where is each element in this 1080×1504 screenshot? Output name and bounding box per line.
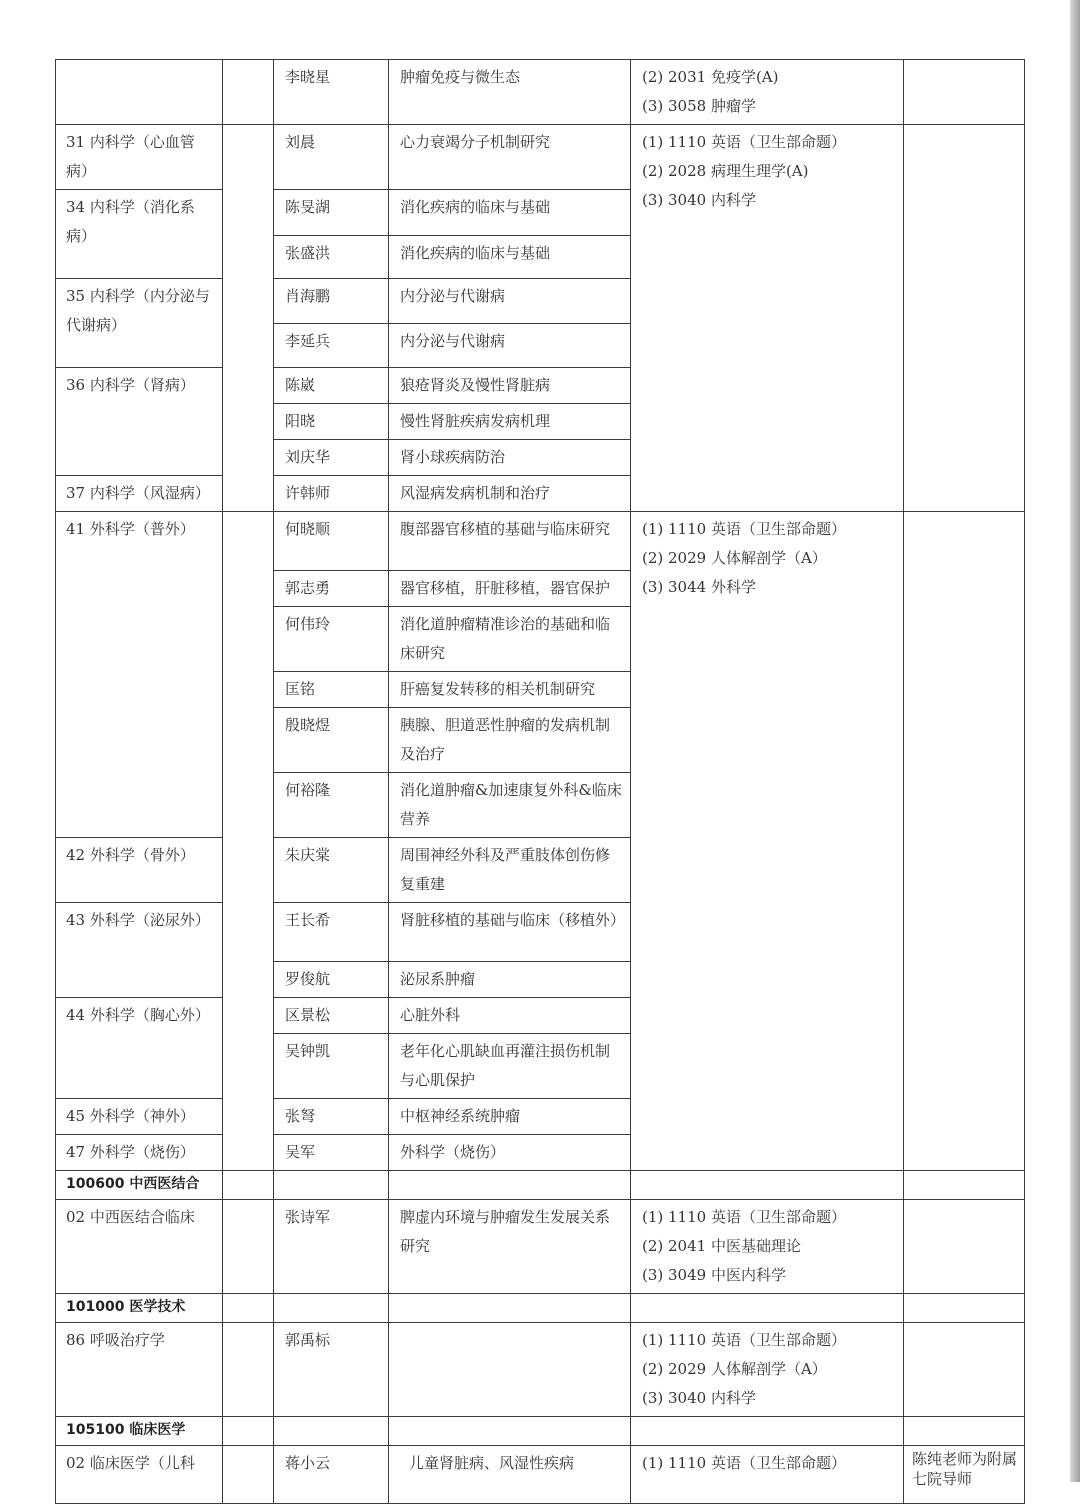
direction-cell: 腹部器官移植的基础与临床研究 [389,512,631,571]
blank-cell [389,1417,631,1446]
section-header-row [56,1417,1025,1446]
direction-cell: 外科学（烧伤） [389,1135,631,1171]
direction-cell: 风湿病发病机制和治疗 [389,476,631,512]
section-header: 105100 临床医学 [56,1417,223,1446]
exam-line: (3) 3044 外科学 [642,578,756,596]
major-cell: 47 外科学（烧伤） [56,1135,223,1171]
direction-cell: 肿瘤免疫与微生态 [389,60,631,125]
direction-cell: 心脏外科 [389,998,631,1034]
note-cell [904,60,1025,125]
blank-cell [274,1171,389,1200]
blank-cell [631,1171,904,1200]
direction-cell: 心力衰竭分子机制研究 [389,125,631,190]
note-cell: 陈纯老师为附属七院导师 [904,1446,1025,1504]
advisor-cell: 郭志勇 [274,571,389,607]
advisor-cell: 刘晨 [274,125,389,190]
direction-cell: 消化疾病的临床与基础 [389,236,631,279]
blank-cell [223,125,274,512]
page-edge-shadow [1070,0,1080,1482]
exam-line: (2) 2029 人体解剖学（A） [642,1360,827,1378]
major-cell: 43 外科学（泌尿外） [56,903,223,998]
blank-cell [223,1171,274,1200]
direction-cell: 肝癌复发转移的相关机制研究 [389,672,631,708]
advisor-cell: 李晓星 [274,60,389,125]
advisor-cell: 何裕隆 [274,773,389,838]
major-cell: 44 外科学（胸心外） [56,998,223,1099]
direction-cell: 周围神经外科及严重肢体创伤修复重建 [389,838,631,903]
major-cell: 42 外科学（骨外） [56,838,223,903]
exam-line: (3) 3040 内科学 [642,1389,756,1407]
table-row [56,1200,1025,1294]
direction-cell: 内分泌与代谢病 [389,279,631,324]
exam-line: (2) 2041 中医基础理论 [642,1237,801,1255]
blank-cell [389,1294,631,1323]
section-header: 101000 医学技术 [56,1294,223,1323]
exam-line: (1) 1110 英语（卫生部命题） [642,1208,846,1226]
exam-cell [631,1200,904,1294]
blank-cell [631,1294,904,1323]
blank-cell [274,1417,389,1446]
blank-cell [631,1417,904,1446]
direction-cell: 消化道肿瘤&加速康复外科&临床营养 [389,773,631,838]
advisor-cell: 张弩 [274,1099,389,1135]
exam-line: (2) 2029 人体解剖学（A） [642,549,827,567]
exam-line: (1) 1110 英语（卫生部命题） [642,1454,846,1472]
exam-line: (2) 2031 免疫学(A) [642,68,779,86]
note-cell [904,1323,1025,1417]
blank-cell [223,1323,274,1417]
blank-cell [223,512,274,1171]
advisor-cell: 吴钟凯 [274,1034,389,1099]
exam-line: (1) 1110 英语（卫生部命题） [642,133,846,151]
exam-line: (3) 3040 内科学 [642,191,756,209]
major-cell: 37 内科学（风湿病） [56,476,223,512]
blank-cell [223,1417,274,1446]
exam-cell [631,1323,904,1417]
direction-cell: 中枢神经系统肿瘤 [389,1099,631,1135]
advisor-cell: 阳晓 [274,404,389,440]
direction-cell: 肾小球疾病防治 [389,440,631,476]
admissions-table [55,59,1025,1504]
advisor-cell: 张诗军 [274,1200,389,1294]
blank-cell [904,1171,1025,1200]
major-cell: 41 外科学（普外） [56,512,223,838]
advisor-cell: 殷晓煜 [274,708,389,773]
advisor-cell: 刘庆华 [274,440,389,476]
direction-cell: 慢性肾脏疾病发病机理 [389,404,631,440]
direction-cell: 泌尿系肿瘤 [389,962,631,998]
blank-cell [223,60,274,125]
major-cell: 45 外科学（神外） [56,1099,223,1135]
major-cell: 31 内科学（心血管病） [56,125,223,190]
blank-cell [389,1171,631,1200]
advisor-cell: 王长希 [274,903,389,962]
major-cell: 35 内科学（内分泌与代谢病） [56,279,223,368]
advisor-cell: 蒋小云 [274,1446,389,1504]
advisor-cell: 匡铭 [274,672,389,708]
section-header-row [56,1294,1025,1323]
exam-cell [631,60,904,125]
blank-cell [274,1294,389,1323]
advisor-cell: 肖海鹏 [274,279,389,324]
advisor-cell: 陈崴 [274,368,389,404]
direction-cell: 狼疮肾炎及慢性肾脏病 [389,368,631,404]
advisor-cell: 朱庆棠 [274,838,389,903]
advisor-cell: 郭禹标 [274,1323,389,1417]
direction-cell: 胰腺、胆道恶性肿瘤的发病机制及治疗 [389,708,631,773]
blank-cell [223,1200,274,1294]
major-cell: 34 内科学（消化系病） [56,190,223,279]
blank-cell [904,1417,1025,1446]
note-cell [904,512,1025,1171]
note-cell [904,125,1025,512]
exam-line: (2) 2028 病理生理学(A) [642,162,809,180]
direction-cell: 器官移植，肝脏移植，器官保护 [389,571,631,607]
advisor-cell: 陈旻湖 [274,190,389,236]
major-cell: 36 内科学（肾病） [56,368,223,476]
exam-line: (3) 3058 肿瘤学 [642,97,756,115]
major-cell: 02 临床医学（儿科 [56,1446,223,1504]
table-row [56,60,1025,125]
direction-cell [389,1323,631,1417]
table-row [56,125,1025,190]
direction-cell: 消化疾病的临床与基础 [389,190,631,236]
note-cell [904,1200,1025,1294]
major-cell: 02 中西医结合临床 [56,1200,223,1294]
advisor-cell: 区景松 [274,998,389,1034]
advisor-cell: 许韩师 [274,476,389,512]
direction-cell: 肾脏移植的基础与临床（移植外） [389,903,631,962]
advisor-cell: 何晓顺 [274,512,389,571]
exam-line: (1) 1110 英语（卫生部命题） [642,1331,846,1349]
table-row [56,512,1025,571]
blank-cell [223,1446,274,1504]
section-header-row [56,1171,1025,1200]
exam-cell [631,512,904,1171]
exam-line: (1) 1110 英语（卫生部命题） [642,520,846,538]
major-cell: 86 呼吸治疗学 [56,1323,223,1417]
advisor-cell: 张盛洪 [274,236,389,279]
direction-cell: 内分泌与代谢病 [389,324,631,368]
table-row [56,1446,1025,1504]
advisor-cell: 吴军 [274,1135,389,1171]
advisor-cell: 李延兵 [274,324,389,368]
direction-cell: 消化道肿瘤精准诊治的基础和临床研究 [389,607,631,672]
exam-cell [631,1446,904,1504]
direction-cell: 脾虚内环境与肿瘤发生发展关系研究 [389,1200,631,1294]
major-cell [56,60,223,125]
direction-cell: 老年化心肌缺血再灌注损伤机制与心肌保护 [389,1034,631,1099]
direction-cell: 儿童肾脏病、风湿性疾病 [389,1446,631,1504]
advisor-cell: 何伟玲 [274,607,389,672]
exam-cell [631,125,904,512]
exam-line: (3) 3049 中医内科学 [642,1266,786,1284]
section-header: 100600 中西医结合 [56,1171,223,1200]
advisor-cell: 罗俊航 [274,962,389,998]
blank-cell [904,1294,1025,1323]
blank-cell [223,1294,274,1323]
table-row [56,1323,1025,1417]
